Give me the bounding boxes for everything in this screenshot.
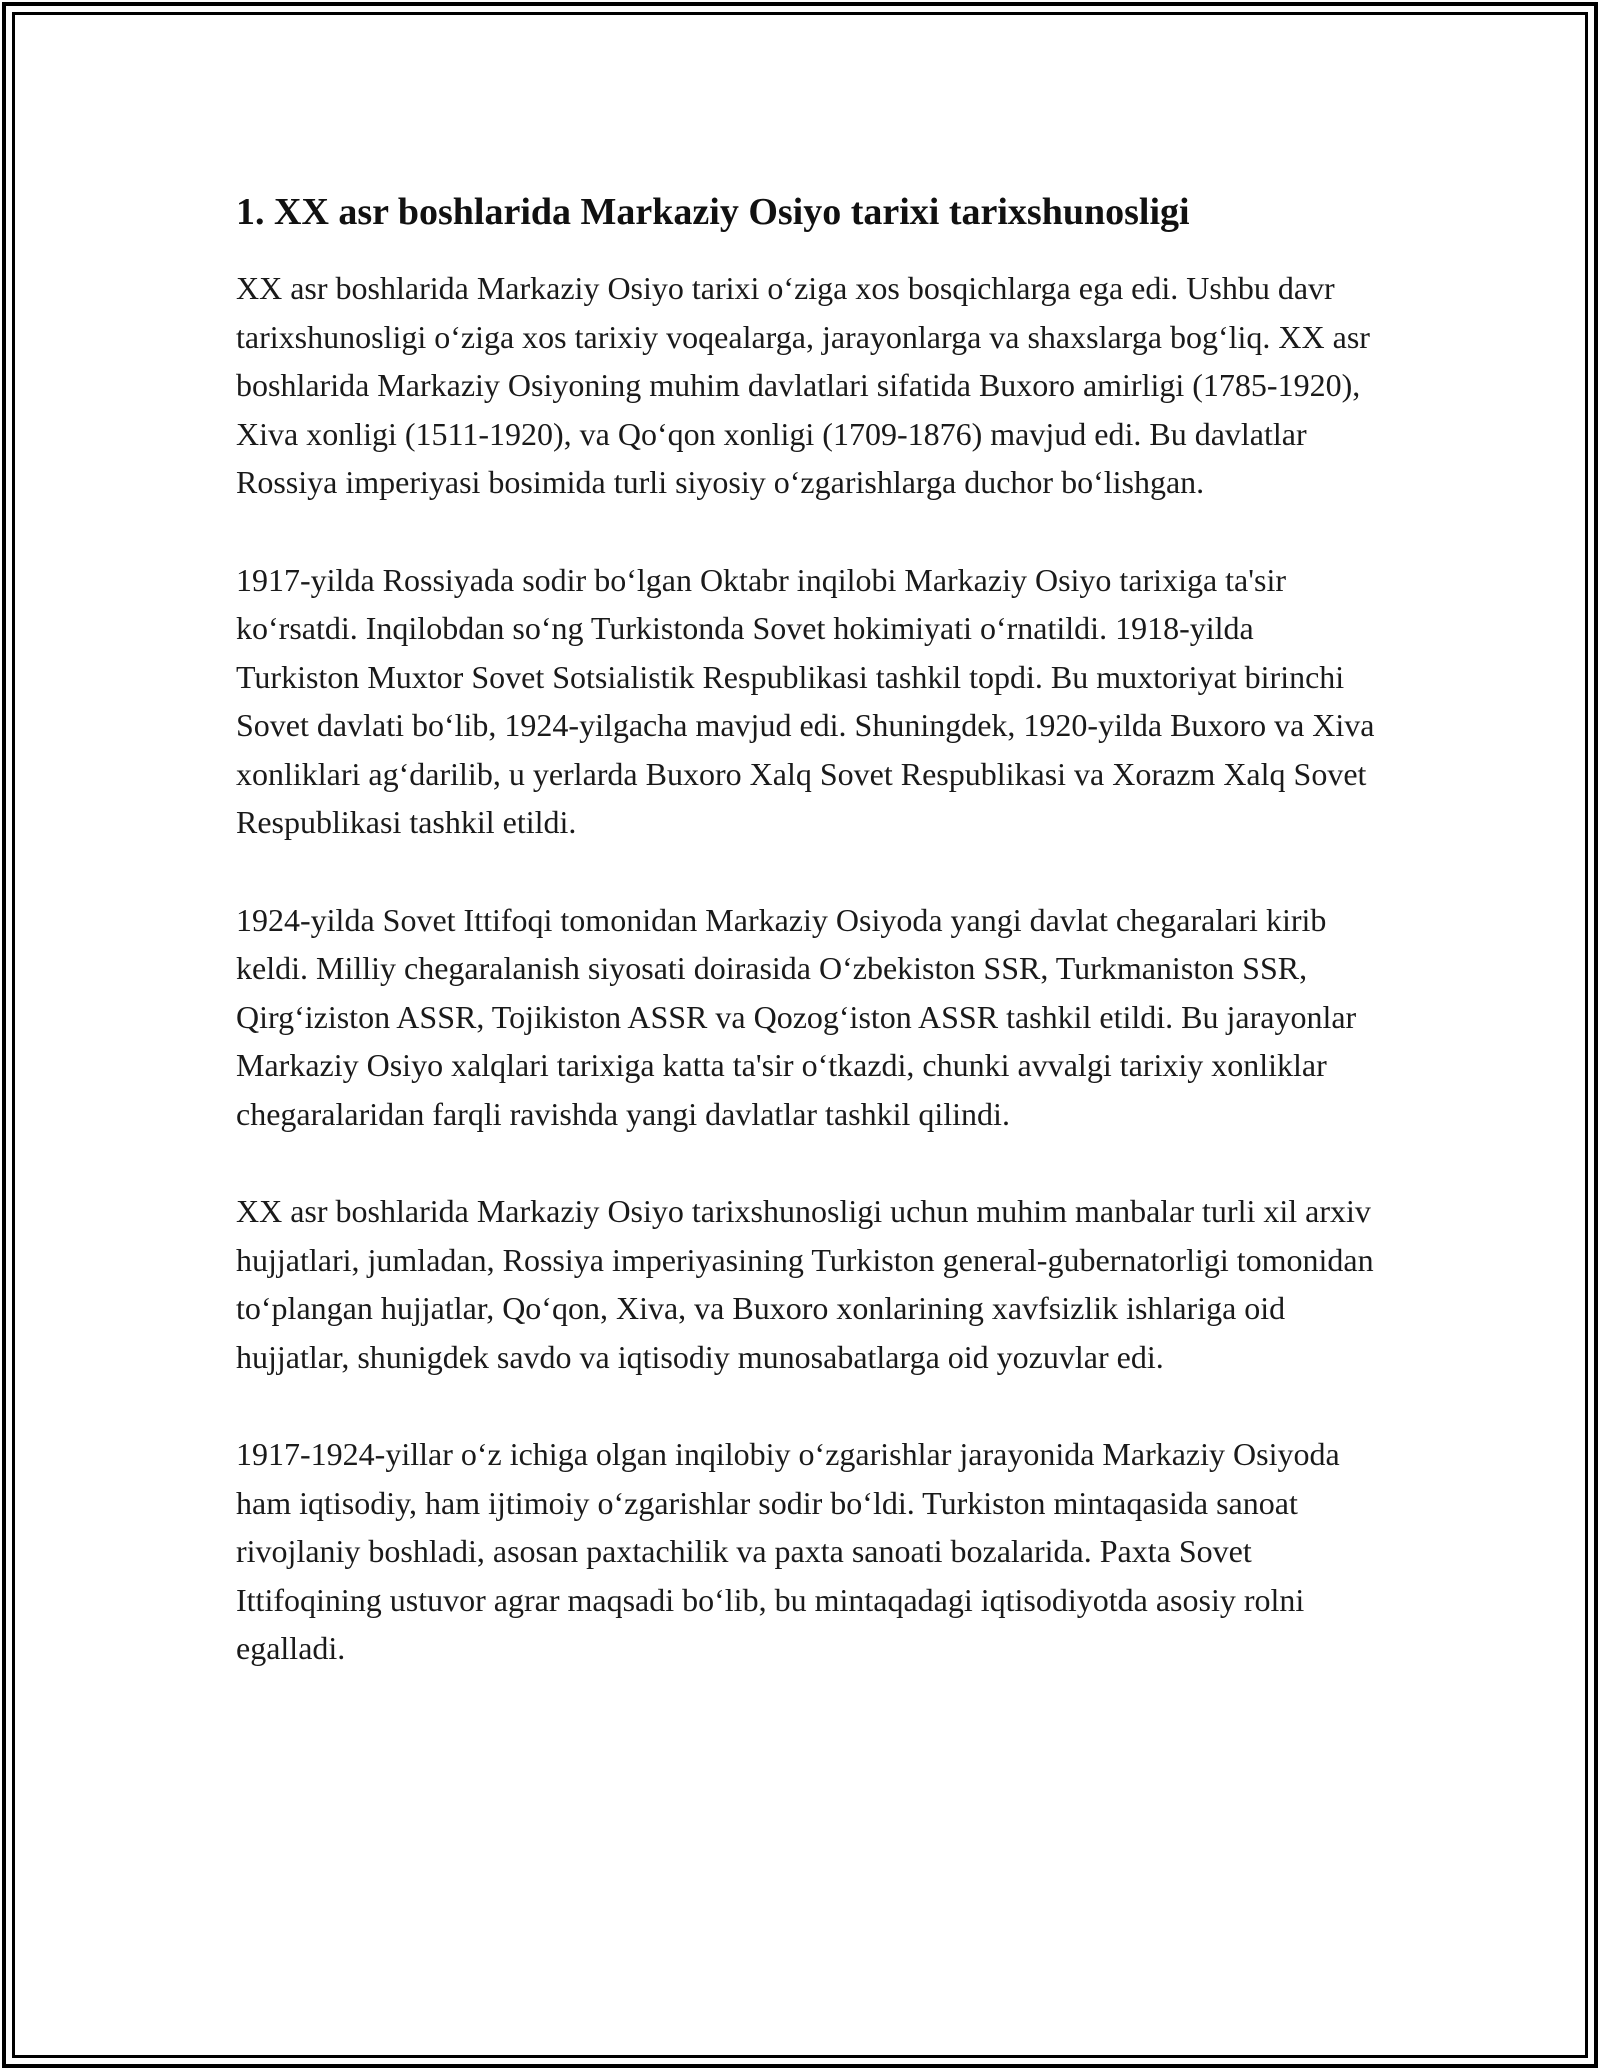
- paragraph-3: 1924-yilda Sovet Ittifoqi tomonidan Markaziy Osiyoda yangi davlat chegaralari kirib keldi. Milliy chegaralanish siyosati doirasida O‘zbekiston SSR, Turkmaniston SSR, Qirg‘iziston ASSR, Tojikiston ASSR va Qozog‘iston ASSR tashkil etildi. Bu jarayonlar Markaziy Osiyo xalqlari tarixiga katta ta'sir o‘tkazdi, chunki avvalgi tarixiy xonliklar chegaralaridan farqli ravishda yangi davlatlar tashkil qilindi.: [236, 901, 1357, 1132]
- paragraph-1: XX asr boshlarida Markaziy Osiyo tarixi o‘ziga xos bosqichlarga ega edi. Ushbu davr tarixshunosligi o‘ziga xos tarixiy voqealarga, jarayonlarga va shaxslarga bog‘liq. XX asr boshlarida Markaziy Osiyoning muhim davlatlari sifatida Buxoro amirligi (1785-1920), Xiva xonligi (1511-1920), va Qo‘qon xonligi (1709-1876) mavjud edi. Bu davlatlar Rossiya imperiyasi bosimida turli siyosiy o‘zgarishlarga duchor bo‘lishgan.: [236, 270, 1370, 500]
- paragraph-2: 1917-yilda Rossiyada sodir bo‘lgan Oktabr inqilobi Markaziy Osiyo tarixiga ta'sir ko‘rsatdi. Inqilobdan so‘ng Turkistonda Sovet hokimiyati o‘rnatildi. 1918-yilda Turkiston Muxtor Sovet Sotsialistik Respublikasi tashkil topdi. Bu muxtoriyat birinchi Sovet davlati bo‘lib, 1924-yilgacha mavjud edi. Shuningdek, 1920-yilda Buxoro va Xiva xonliklari ag‘darilib, u yerlarda Buxoro Xalq Sovet Respublikasi va Xorazm Xalq Sovet Respublikasi tashkil etildi.: [236, 561, 1375, 840]
- paragraph-4: XX asr boshlarida Markaziy Osiyo tarixshunosligi uchun muhim manbalar turli xil arxiv hujjatlari, jumladan, Rossiya imperiyasining Turkiston general-gubernatorligi tomonidan to‘plangan hujjatlar, Qo‘qon, Xiva, va Buxoro xonlarining xavfsizlik ishlariga oid hujjatlar, shunigdek savdo va iqtisodiy munosabatlarga oid yozuvlar edi.: [236, 1193, 1374, 1375]
- paragraph-5: 1917-1924-yillar o‘z ichiga olgan inqilobiy o‘zgarishlar jarayonida Markaziy Osiyoda ham iqtisodiy, ham ijtimoiy o‘zgarishlar sodir bo‘ldi. Turkiston mintaqasida sanoat rivojlaniy boshladi, asosan paxtachilik va paxta sanoati bozalarida. Paxta Sovet Ittifoqining ustuvor agrar maqsadi bo‘lib, bu mintaqadagi iqtisodiyotda asosiy rolni egalladi.: [236, 1436, 1340, 1666]
- document-body: [236, 186, 1376, 1722]
- section-heading: 1. XX asr boshlarida Markaziy Osiyo tarixi tarixshunosligi: [236, 191, 1190, 233]
